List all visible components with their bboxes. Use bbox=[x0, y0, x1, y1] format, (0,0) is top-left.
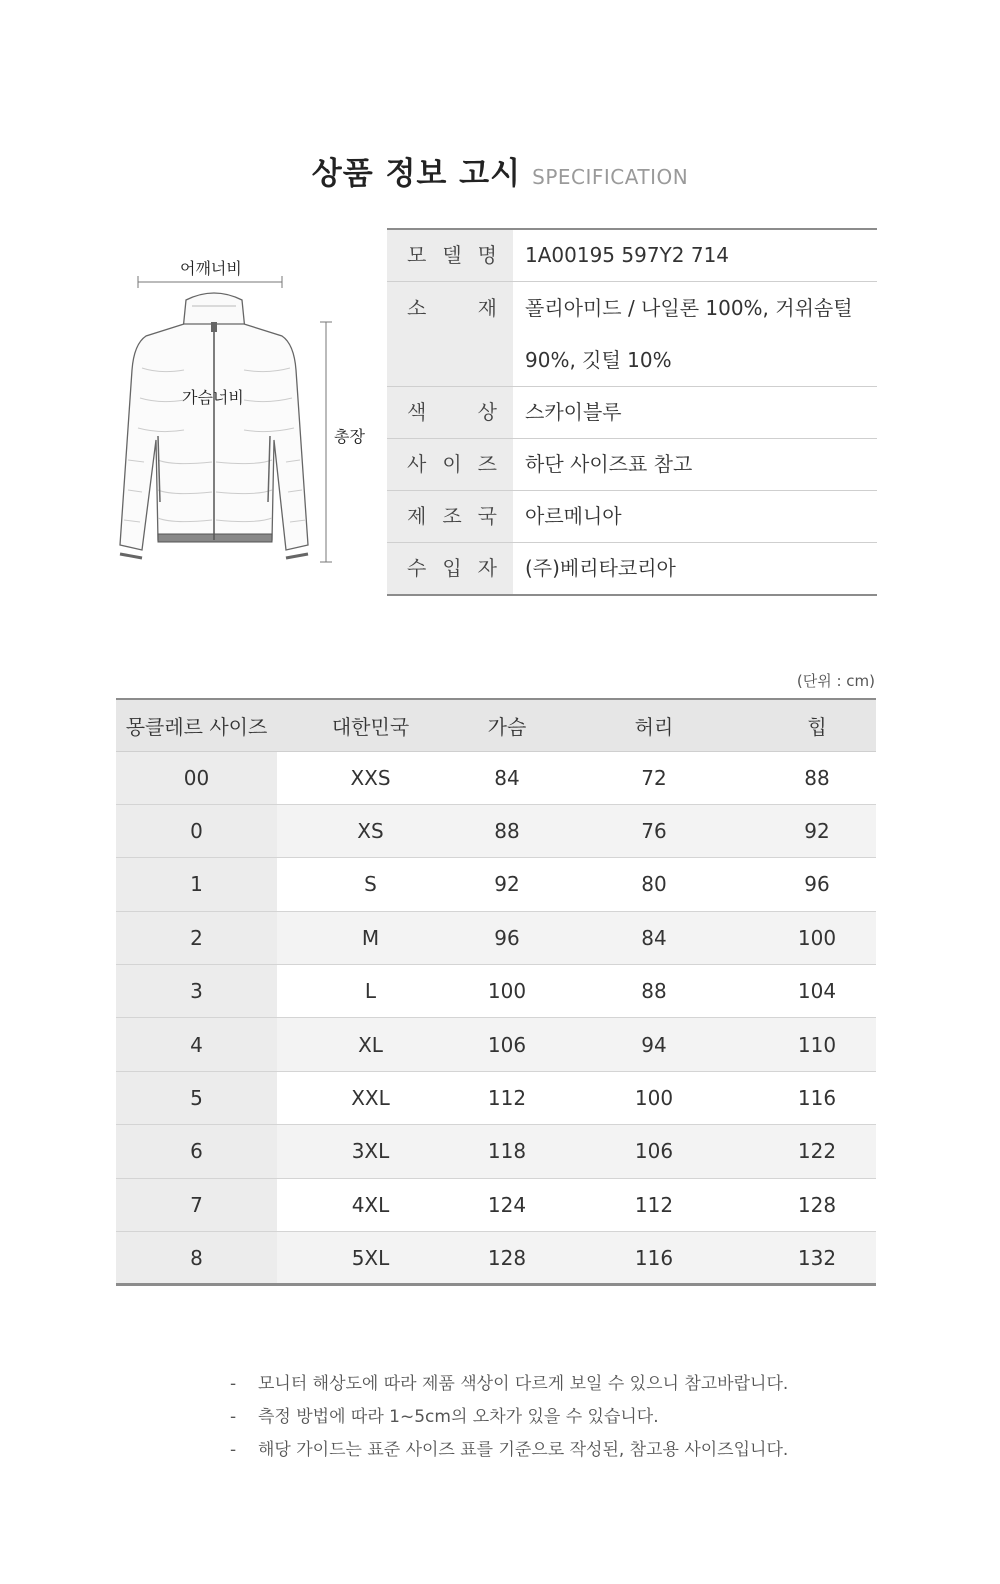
header-hip: 힙 bbox=[758, 699, 876, 751]
spec-key: 색 상 bbox=[387, 387, 513, 438]
spec-value: 하단 사이즈표 참고 bbox=[525, 452, 693, 476]
spec-row-size bbox=[387, 439, 877, 491]
cell-hip: 116 bbox=[758, 1071, 876, 1124]
table-row bbox=[116, 965, 876, 1018]
cell-korea-size: XS bbox=[277, 804, 464, 857]
cell-korea-size: 4XL bbox=[277, 1178, 464, 1231]
spec-row-importer bbox=[387, 543, 877, 594]
spec-value: 폴리아미드 / 나일론 100%, 거위솜털 90%, 깃털 10% bbox=[525, 296, 853, 372]
unit-label: (단위 : cm) bbox=[796, 672, 875, 690]
cell-moncler-size: 3 bbox=[116, 965, 277, 1018]
cell-hip: 122 bbox=[758, 1125, 876, 1178]
cell-waist: 80 bbox=[550, 858, 758, 911]
spec-key: 소 재 bbox=[387, 282, 513, 386]
cell-waist: 112 bbox=[550, 1178, 758, 1231]
header-korea-size: 대한민국 bbox=[277, 699, 464, 751]
cell-waist: 116 bbox=[550, 1232, 758, 1285]
note-text: 모니터 해상도에 따라 제품 색상이 다르게 보일 수 있으니 참고바랍니다. bbox=[258, 1374, 789, 1394]
cell-hip: 104 bbox=[758, 965, 876, 1018]
spec-row-color bbox=[387, 387, 877, 439]
title-english: SPECIFICATION bbox=[532, 165, 689, 189]
note-text: 측정 방법에 따라 1~5cm의 오차가 있을 수 있습니다. bbox=[258, 1407, 659, 1427]
cell-chest: 84 bbox=[464, 751, 550, 804]
spec-key: 수 입 자 bbox=[387, 543, 513, 594]
notes-list bbox=[230, 1370, 788, 1469]
cell-waist: 94 bbox=[550, 1018, 758, 1071]
jacket-diagram bbox=[100, 240, 380, 580]
cell-korea-size: L bbox=[277, 965, 464, 1018]
spec-value: 스카이블루 bbox=[525, 400, 622, 424]
note-text: 해당 가이드는 표준 사이즈 표를 기준으로 작성된, 참고용 사이즈입니다. bbox=[258, 1440, 789, 1460]
note-item bbox=[230, 1370, 788, 1403]
size-table bbox=[116, 698, 876, 1286]
table-row bbox=[116, 1018, 876, 1071]
spec-value: 1A00195 597Y2 714 bbox=[525, 243, 730, 267]
note-item bbox=[230, 1436, 788, 1469]
cell-chest: 96 bbox=[464, 911, 550, 964]
title-korean: 상품 정보 고시 bbox=[311, 156, 522, 192]
label-chest-width: 가슴너비 bbox=[182, 388, 244, 407]
cell-moncler-size: 6 bbox=[116, 1125, 277, 1178]
cell-chest: 112 bbox=[464, 1071, 550, 1124]
cell-moncler-size: 7 bbox=[116, 1178, 277, 1231]
table-row bbox=[116, 1071, 876, 1124]
note-dash: - bbox=[230, 1374, 237, 1394]
table-row bbox=[116, 858, 876, 911]
cell-korea-size: M bbox=[277, 911, 464, 964]
note-dash: - bbox=[230, 1407, 237, 1427]
cell-hip: 132 bbox=[758, 1232, 876, 1285]
note-dash: - bbox=[230, 1440, 237, 1460]
spec-table bbox=[387, 228, 877, 596]
cell-hip: 128 bbox=[758, 1178, 876, 1231]
cell-korea-size: S bbox=[277, 858, 464, 911]
header-moncler-size: 몽클레르 사이즈 bbox=[116, 699, 277, 751]
spec-value: (주)베리타코리아 bbox=[525, 556, 676, 580]
cell-chest: 118 bbox=[464, 1125, 550, 1178]
label-total-length: 총장 bbox=[334, 427, 365, 446]
cell-hip: 96 bbox=[758, 858, 876, 911]
cell-korea-size: XXS bbox=[277, 751, 464, 804]
table-row bbox=[116, 751, 876, 804]
note-item bbox=[230, 1403, 788, 1436]
cell-moncler-size: 8 bbox=[116, 1232, 277, 1285]
table-row bbox=[116, 1232, 876, 1285]
header-chest: 가슴 bbox=[464, 699, 550, 751]
header-waist: 허리 bbox=[550, 699, 758, 751]
cell-korea-size: XL bbox=[277, 1018, 464, 1071]
cell-waist: 88 bbox=[550, 965, 758, 1018]
spec-key: 모 델 명 bbox=[387, 230, 513, 281]
spec-row-model bbox=[387, 230, 877, 282]
cell-moncler-size: 5 bbox=[116, 1071, 277, 1124]
cell-moncler-size: 1 bbox=[116, 858, 277, 911]
cell-waist: 84 bbox=[550, 911, 758, 964]
page-title bbox=[0, 148, 1000, 193]
cell-chest: 100 bbox=[464, 965, 550, 1018]
cell-moncler-size: 0 bbox=[116, 804, 277, 857]
cell-korea-size: 5XL bbox=[277, 1232, 464, 1285]
size-table-header bbox=[116, 699, 876, 751]
jacket-illustration-icon bbox=[100, 240, 380, 580]
table-row bbox=[116, 1125, 876, 1178]
cell-korea-size: 3XL bbox=[277, 1125, 464, 1178]
cell-waist: 76 bbox=[550, 804, 758, 857]
cell-hip: 88 bbox=[758, 751, 876, 804]
cell-waist: 72 bbox=[550, 751, 758, 804]
cell-chest: 92 bbox=[464, 858, 550, 911]
cell-moncler-size: 2 bbox=[116, 911, 277, 964]
spec-key: 제 조 국 bbox=[387, 491, 513, 542]
spec-key: 사 이 즈 bbox=[387, 439, 513, 490]
cell-hip: 100 bbox=[758, 911, 876, 964]
cell-hip: 110 bbox=[758, 1018, 876, 1071]
spec-row-material bbox=[387, 282, 877, 387]
cell-chest: 88 bbox=[464, 804, 550, 857]
cell-waist: 106 bbox=[550, 1125, 758, 1178]
cell-korea-size: XXL bbox=[277, 1071, 464, 1124]
table-row bbox=[116, 911, 876, 964]
table-row bbox=[116, 1178, 876, 1231]
cell-waist: 100 bbox=[550, 1071, 758, 1124]
cell-moncler-size: 00 bbox=[116, 751, 277, 804]
cell-hip: 92 bbox=[758, 804, 876, 857]
cell-chest: 124 bbox=[464, 1178, 550, 1231]
cell-chest: 128 bbox=[464, 1232, 550, 1285]
spec-row-origin bbox=[387, 491, 877, 543]
cell-chest: 106 bbox=[464, 1018, 550, 1071]
label-shoulder-width: 어깨너비 bbox=[180, 259, 242, 278]
cell-moncler-size: 4 bbox=[116, 1018, 277, 1071]
spec-value: 아르메니아 bbox=[525, 504, 622, 528]
table-row bbox=[116, 804, 876, 857]
